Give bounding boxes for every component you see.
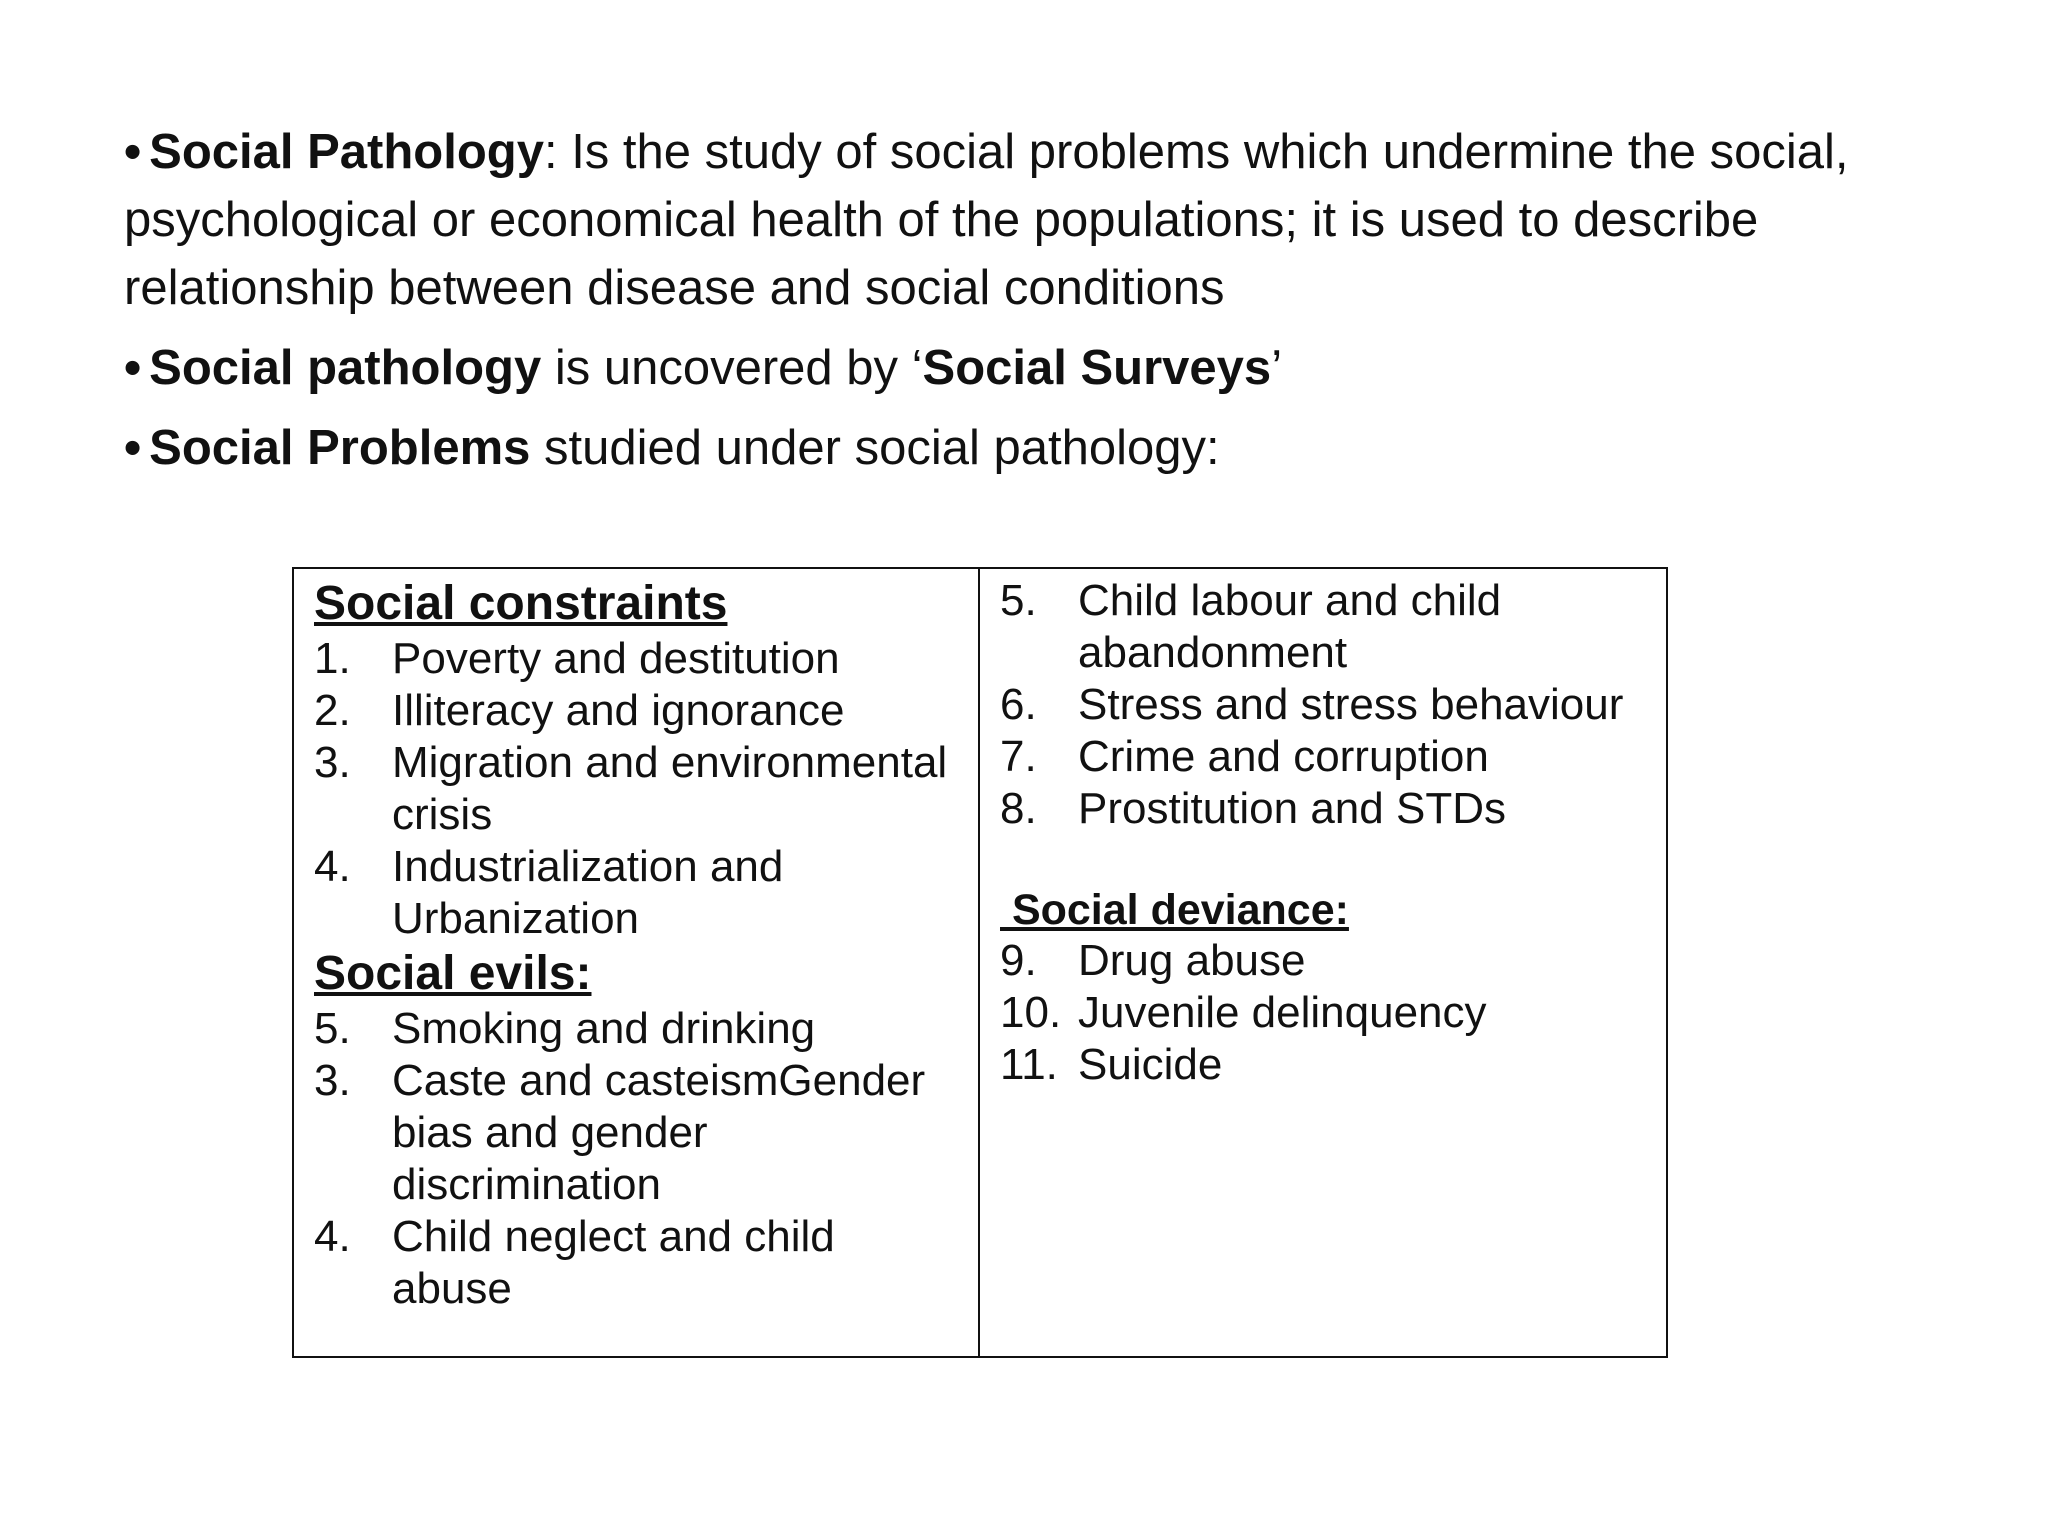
list-item — [314, 841, 960, 945]
list-number: 3. — [314, 738, 351, 787]
list-item — [314, 1003, 960, 1055]
definition-text: : Is the study of social problems which undermine the social, psychological or economical health of the populations; it is used to describe relationship between disease and social conditions — [124, 125, 1849, 315]
list-text: Caste and casteismGender bias and gender discrimination — [392, 1056, 926, 1209]
list-text: Juvenile delinquency — [1078, 988, 1487, 1037]
list-text: Prostitution and STDs — [1078, 784, 1506, 833]
term-social-surveys: Social Surveys — [922, 341, 1272, 395]
bullet-icon: • — [124, 421, 142, 475]
list-number: 5. — [1000, 576, 1037, 625]
list-item — [314, 737, 960, 841]
list-number: 7. — [1000, 732, 1037, 781]
list-item — [1000, 731, 1648, 783]
list-text: Industrialization and Urbanization — [392, 842, 784, 943]
list-item — [1000, 987, 1648, 1039]
list-number: 4. — [314, 842, 351, 891]
list-text: Smoking and drinking — [392, 1004, 816, 1053]
problems-text: studied under social pathology: — [530, 421, 1220, 475]
list-item — [314, 633, 960, 685]
list-item — [314, 1211, 960, 1315]
list-number: 11. — [1000, 1040, 1058, 1089]
list-number: 2. — [314, 686, 351, 735]
list-number: 3. — [314, 1056, 351, 1105]
closing-quote: ’ — [1271, 341, 1283, 395]
list-text: Illiteracy and ignorance — [392, 686, 845, 735]
list-item — [1000, 935, 1648, 987]
list-text: Child labour and child abandonment — [1078, 576, 1502, 677]
list-text: Poverty and destitution — [392, 634, 840, 683]
list-text: Stress and stress behaviour — [1078, 680, 1624, 729]
term-social-problems: Social Problems — [149, 421, 531, 475]
list-text: Child neglect and child abuse — [392, 1212, 835, 1313]
heading-social-deviance: Social deviance: — [1000, 886, 1349, 934]
heading-social-constraints: Social constraints — [314, 577, 728, 630]
list-text: Crime and corruption — [1078, 732, 1489, 781]
bullet-list — [124, 118, 1904, 494]
list-item — [1000, 679, 1648, 731]
list-number: 5. — [314, 1004, 351, 1053]
social-problems-table — [292, 567, 1668, 1358]
term-social-pathology-2: Social pathology — [149, 341, 542, 395]
bullet-definition — [124, 118, 1904, 322]
term-social-pathology: Social Pathology — [149, 125, 544, 179]
table-left-column — [294, 569, 980, 1356]
list-number: 1. — [314, 634, 351, 683]
bullet-surveys — [124, 334, 1904, 402]
bullet-icon: • — [124, 125, 142, 179]
bullet-icon: • — [124, 341, 142, 395]
list-item — [1000, 575, 1648, 679]
list-number: 4. — [314, 1212, 351, 1261]
list-text: Drug abuse — [1078, 936, 1306, 985]
bullet-problems — [124, 414, 1904, 482]
surveys-text: is uncovered by ‘ — [541, 341, 923, 395]
heading-social-evils: Social evils: — [314, 947, 592, 1000]
list-item — [1000, 783, 1648, 835]
list-number: 10. — [1000, 988, 1062, 1037]
list-item — [1000, 1039, 1648, 1091]
list-text: Suicide — [1078, 1040, 1223, 1089]
list-text: Migration and environmental crisis — [392, 738, 948, 839]
table-right-column — [980, 569, 1666, 1356]
list-number: 9. — [1000, 936, 1037, 985]
list-item — [314, 1055, 960, 1211]
list-number: 6. — [1000, 680, 1037, 729]
list-item — [314, 685, 960, 737]
list-number: 8. — [1000, 784, 1037, 833]
